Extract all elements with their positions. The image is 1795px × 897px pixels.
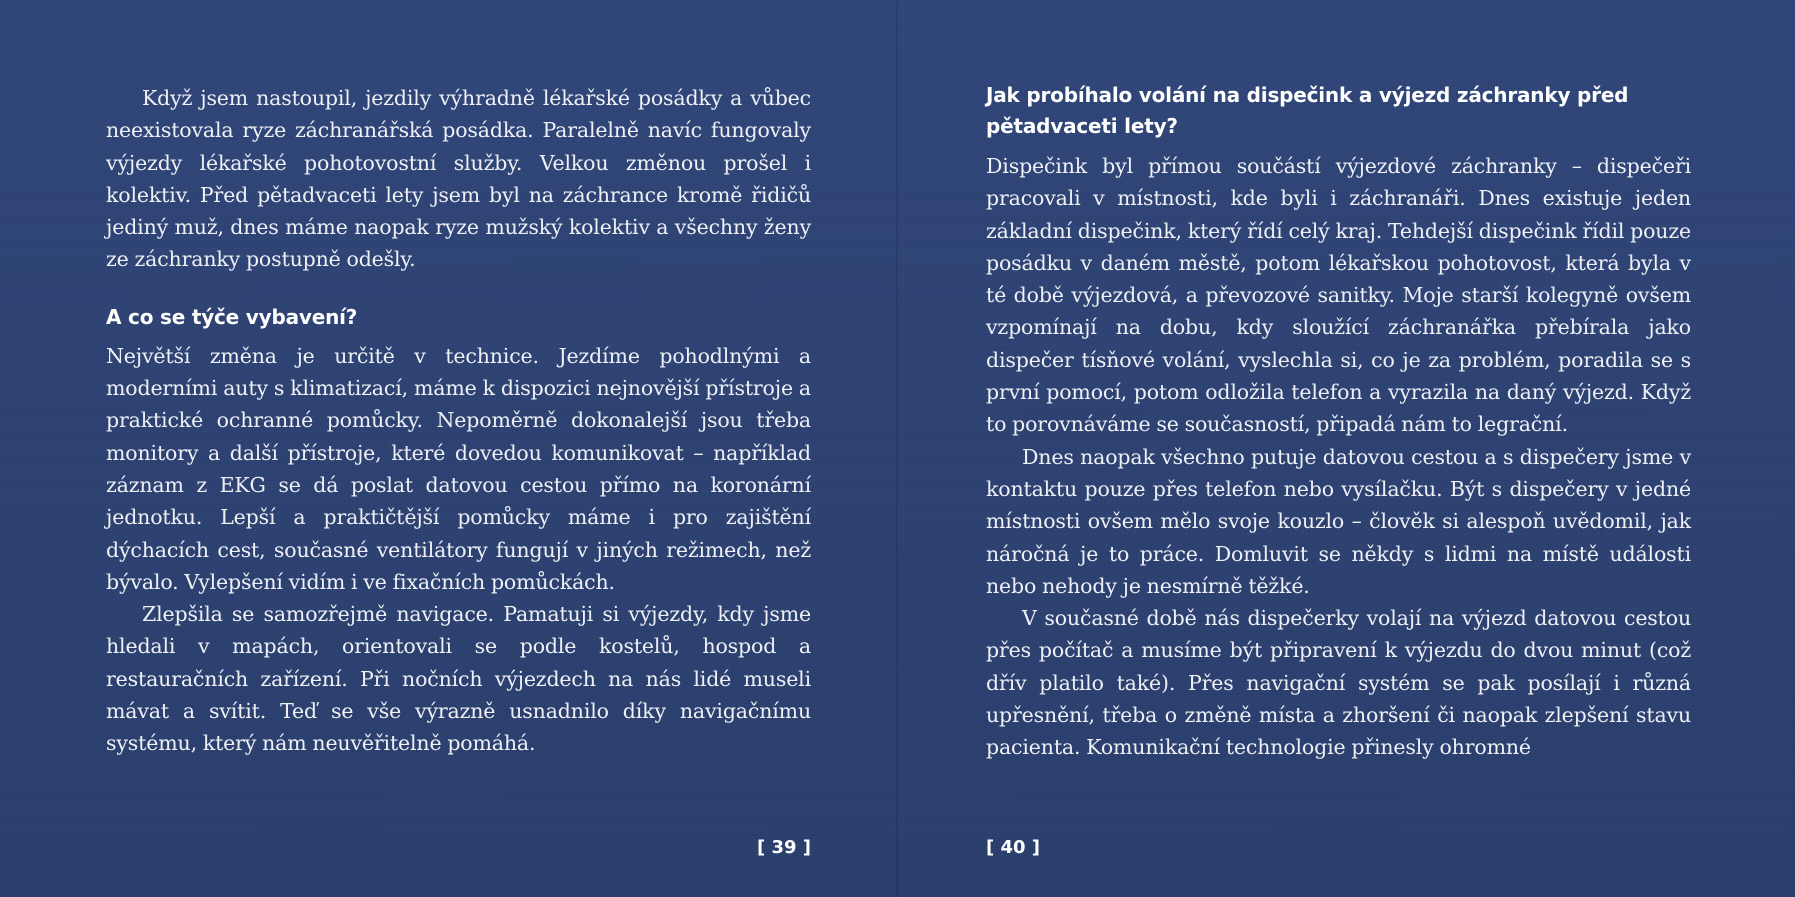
page-gutter — [896, 0, 898, 897]
left-paragraph-2: Největší změna je určitě v technice. Jezdíme pohodlnými a moderními auty s klimatizací, máme k dispozici nejnovější přístroje a praktické ochranné pomůcky. Nepoměrně dokonalejší jsou třeba monitory a další přístroje, které dovedou komunikovat – například záznam z EKG se dá poslat datovou cestou přímo na koronární jednotku. Lepší a praktičtější pomůcky máme i pro zajištění dýchacích cest, současné ventilátory fungují v jiných režimech, než bývalo. Vylepšení vidím i ve fixačních pomůckách. — [106, 343, 811, 594]
left-page — [106, 0, 811, 897]
left-page-number: [ 39 ] — [756, 837, 811, 858]
right-paragraph-1: Dispečink byl přímou součástí výjezdové záchranky – dispečeři pracovali v místnosti, kde byli i záchranáři. Dnes existuje jeden základní dispečink, který řídí celý kraj. Tehdejší dispečink řídil pouze posádku v daném městě, potom lékařskou pohotovost, která byla v té době výjezdová, a převozové sanitky. Moje starší kolegyně ovšem vzpomínají na dobu, kdy sloužící záchranářka přebírala jako dispečer tísňové volání, vyslechla si, co je za problém, poradila se s první pomocí, potom odložila telefon a vyrazila na daný výjezd. Když to porovnáváme se současností, připadá nám to legrační. — [986, 154, 1691, 437]
right-page — [986, 0, 1691, 897]
right-paragraph-2: Dnes naopak všechno putuje datovou cestou a s dispečery jsme v kontaktu pouze přes telefon nebo vysílačku. Být s dispečery v jedné místnosti ovšem mělo svoje kouzlo – člověk si alespoň uvědomil, jak náročná je to práce. Domluvit se někdy s lidmi na místě události nebo nehody je nesmírně těžké. — [986, 444, 1691, 598]
right-paragraph-3: V současné době nás dispečerky volají na výjezd datovou cestou přes počítač a musíme být připravení k výjezdu do dvou minut (což dřív platilo také). Přes navigační systém se pak posílají i různá upřesnění, třeba o změně místa a zhoršení či naopak zlepšení stavu pacienta. Komunikační technologie přinesly ohromné — [986, 606, 1691, 760]
left-paragraph-1: Když jsem nastoupil, jezdily výhradně lékařské posádky a vůbec neexistovala ryze záchranářská posádka. Paralelně navíc fungovaly výjezdy lékařské pohotovostní služby. Velkou změnou prošel i kolektiv. Před pětadvaceti lety jsem byl na záchrance kromě řidičů jediný muž, dnes máme naopak ryze mužský kolektiv a všechny ženy ze záchranky postupně odešly. — [106, 86, 811, 272]
left-text-column — [106, 82, 811, 760]
left-paragraph-3: Zlepšila se samozřejmě navigace. Pamatuji si výjezdy, kdy jsme hledali v mapách, orientovali se podle kostelů, hospod a restauračních zařízení. Při nočních výjezdech na nás lidé museli mávat a svítit. Teď se vše výrazně usnadnilo díky navigačnímu systému, který nám neuvěřitelně pomáhá. — [106, 602, 811, 756]
right-section-heading: Jak probíhalo volání na dispečink a výjezd záchranky před pětadvaceti lety? — [986, 83, 1629, 138]
right-page-number: [ 40 ] — [986, 837, 1041, 858]
left-section-heading: A co se týče vybavení? — [106, 304, 358, 329]
right-text-column — [986, 80, 1691, 764]
